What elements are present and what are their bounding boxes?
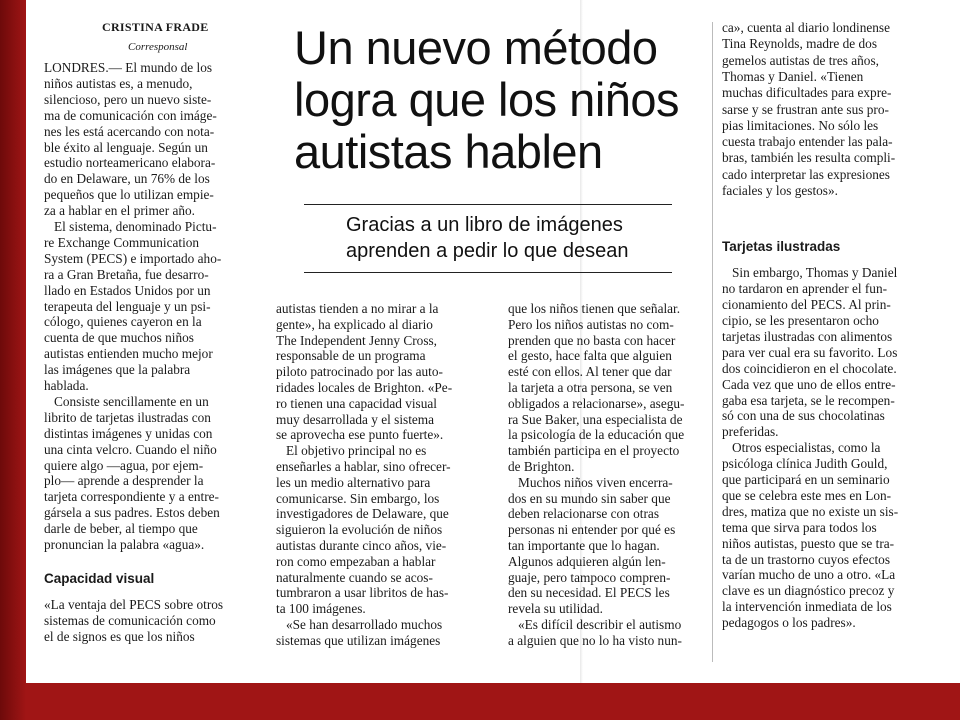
article-text-line: llado en Estados Unidos por un [44,282,211,298]
article-text-line: tema que sirva para todos los [722,519,877,535]
article-text-line: bras, también les resulta compli- [722,150,896,166]
article-text-line: «La ventaja del PECS sobre otros [44,596,224,612]
article-text-line: preferidas. [722,424,779,440]
article-text-line: niños autistas, puesto que se tra- [722,535,895,551]
article-text-line: revela su utilidad. [508,601,603,617]
article-text-line: clave es un diagnóstico precoz y [722,583,895,599]
article-text-line: Tina Reynolds, madre de dos [722,36,877,52]
article-text-line: piloto patrocinado por las auto- [276,364,443,380]
article-text-line: que participará en un seminario [722,472,890,487]
article-text-line: Thomas y Daniel. «Tienen [722,68,864,84]
article-text-line: investigadores de Delaware, que [276,506,449,522]
article-text-line: esté con ellos. Al tener que dar [508,364,672,380]
article-text-line: Otros especialistas, como la [732,440,881,456]
article-text-line: gársela a sus padres. Estos deben [44,505,220,521]
article-text-line: se aprovecha ese punto fuerte». [276,427,444,443]
article-text-line: muy desarrollada y el sistema [276,411,435,427]
headline-line: logra que los niños [294,73,680,126]
article-text-line: les un medio alternativo para [276,474,431,490]
article-text-line: niños autistas es, a menudo, [44,75,193,91]
article-text-line: ta 100 imágenes. [276,601,366,617]
article-text-line: prenden que no basta con hacer [508,332,676,348]
article-text-line: que se celebra este mes en Lon- [722,487,892,503]
article-text-line: deben relacionarse con otras [508,506,659,522]
article-text-line: estudio norteamericano elabora- [44,155,216,171]
article-text-line: El sistema, denominado Pictu- [54,219,217,234]
article-text-line: psicóloga clínica Judith Gould, [722,456,888,472]
article-text-line: do en Delaware, un 76% de los [44,171,210,187]
article-text-line: nes les está acercando con nota- [44,123,215,139]
article-text-line: hablada. [44,378,89,393]
byline: CRISTINA FRADE [102,20,209,34]
headline-line: autistas hablen [294,125,603,178]
deck-line: Gracias a un libro de imágenes [346,214,623,236]
slide-left-band [0,0,26,720]
article-text-line: una cinta velcro. Cuando el niño [44,441,217,457]
byline-role: Corresponsal [128,41,188,53]
article-text-line: cuenta de que muchos niños [44,330,194,346]
article-text-line: El objetivo principal no es [286,443,427,459]
article-text-line: cionamiento del PECS. Al prin- [722,297,891,313]
article-text-line: sistemas de comunicación como [44,613,216,629]
article-text-line: cuesta trabajo entender las pala- [722,134,893,150]
article-text-line: ma de comunicación con imáge- [44,107,217,123]
article-text-line: el gesto, hace falta que alguien [508,348,672,364]
article-text-line: gaba esa tarjeta, se le recompen- [722,392,895,408]
article-text-line: The Independent Jenny Cross, [276,332,438,348]
article-text-line: para ver cual era su favorito. Los [722,344,898,360]
article-text-line: dos coincidieron en el chocolate. [722,360,897,376]
article-text-line: autistas entienden mucho mejor [44,346,213,362]
deck [346,212,628,264]
article-text-line: personas ni entender por qué es [508,522,676,538]
article-text-line: faciales y los gestos». [722,183,838,198]
article-text-line: «Es difícil describir el autismo [518,617,682,632]
article-text-line: gemelos autistas de tres años, [722,52,879,68]
article-text-line: System (PECS) e importado aho- [44,250,222,266]
article-text-line: sistemas que utilizan imágenes [276,632,441,648]
article-text-line: silencioso, pero un nuevo siste- [44,91,212,107]
article-text-line: darle de beber, al tiempo que [44,521,198,537]
article-text-line: pronuncian la palabra «agua». [44,537,205,552]
article-text-line: autistas tienden a no mirar a la [276,301,439,316]
article-text-line: tarjeta correspondiente y a entre- [44,489,219,505]
article-text-line: Consiste sencillamente en un [54,393,209,409]
article-text-line: LONDRES.— El mundo de los [44,60,213,75]
article-text-line: responsable de un programa [276,348,426,364]
article-text-line: ridades locales de Brighton. «Pe- [276,380,453,395]
article-text-line: só con una de sus chocolatinas [722,408,885,424]
headline-rule-top [304,204,672,205]
article-text-line: Cada vez que uno de ellos entre- [722,376,896,392]
article-text-line: distintas imágenes y unidas con [44,425,213,441]
article-text-line: el de signos es que los niños [44,629,195,645]
newspaper-clipping [26,0,960,683]
article-text-line: ro tienen una capacidad visual [276,395,437,411]
article-text-line: ra a Gran Bretaña, fue desarro- [44,266,209,282]
article-text-line: también participa en el proyecto [508,443,680,459]
article-text-line: tarjetas ilustradas con alimentos [722,328,893,344]
article-text-line: plo— aprende a desprender la [44,473,204,489]
article-text-line: dos en su mundo sin saber que [508,490,671,506]
article-text-line: Muchos niños viven encerra- [518,474,673,490]
article-text-line: «Se han desarrollado muchos [286,617,443,632]
article-text-line: tan importante que lo hagan. [508,538,660,553]
article-text-line: Pero los niños autistas no com- [508,316,674,332]
article-text-line: za a hablar en el primer año. [44,203,195,219]
article-text-line: ca», cuenta al diario londinense [722,20,890,35]
article-text-line: Sin embargo, Thomas y Daniel [732,265,898,281]
headline [294,22,679,178]
article-text-line: siguieron la evolución de niños [276,522,443,538]
article-text-line: pequeños que lo utilizan empie- [44,187,214,203]
article-text-line: la tarjeta a otra persona, se ven [508,380,673,395]
article-text-line: naturalmente cuando se acos- [276,569,433,585]
article-text-line: gente», ha explicado al diario [276,316,433,332]
article-text-line: tumbraron a usar libritos de has- [276,585,449,601]
deck-line: aprenden a pedir lo que desean [346,240,629,262]
article-text-line: cipio, se les presentaron ocho [722,313,879,328]
article-text-line: guaje, pero tampoco compren- [508,569,671,585]
article-text-line: ra Sue Baker, una especialista de [508,411,683,427]
subhead-capacidad-visual: Capacidad visual [44,570,155,586]
article-text-line: quiere algo —agua, por ejem- [44,457,204,473]
column-divider [712,22,713,662]
subhead-tarjetas-ilustradas: Tarjetas ilustradas [722,239,841,255]
headline-rule-bottom [304,272,672,273]
article-text-line: autistas durante cinco años, vie- [276,538,447,553]
article-text-line: pias limitaciones. No sólo les [722,117,879,133]
article-text-line: den su necesidad. El PECS les [508,585,670,601]
article-text-line: sarse y se frustran ante sus pro- [722,101,889,117]
article-text-line: Algunos adquieren algún len- [508,553,666,569]
article-text-line: la intervención inmediata de los [722,599,892,615]
article-text-line: ta de un trastorno cuyos efectos [722,551,891,567]
article-text-line: comunicarse. Sin embargo, los [276,490,440,506]
article-text-line: terapeuta del lenguaje y un psi- [44,298,211,314]
article-text-line: cado interpretar las expresiones [722,166,890,182]
article-text-line: obligados a relacionarse», asegu- [508,395,685,411]
article-text-line: enseñarles a hablar, sino ofrecer- [276,459,451,474]
article-text-line: librito de tarjetas ilustradas con [44,409,211,425]
article-text-line: cólogo, quienes cayeron en la [44,314,202,330]
article-text-line: las imágenes que la palabra [44,362,191,378]
article-text-line: varían mucho de uno a otro. «La [722,567,896,583]
article-text-line: pedagogos o los padres». [722,615,856,631]
article-text-line: dres, matiza que no existe un sis- [722,503,899,519]
article-text-line: no tardaron en aprender el fun- [722,281,888,297]
headline-line: Un nuevo método [294,21,658,74]
article-text-line: a alguien que no lo ha visto nun- [508,632,682,648]
article-text-line: la psicología de la educación que [508,427,685,443]
article-text-line: ron como empezaban a hablar [276,553,436,569]
article-text-line: ble éxito al lenguaje. Según un [44,139,208,155]
article-text-line: que los niños tienen que señalar. [508,301,681,316]
article-text-line: re Exchange Communication [44,234,200,250]
article-text-line: de Brighton. [508,459,575,474]
article-text-line: muchas dificultades para expre- [722,85,892,101]
